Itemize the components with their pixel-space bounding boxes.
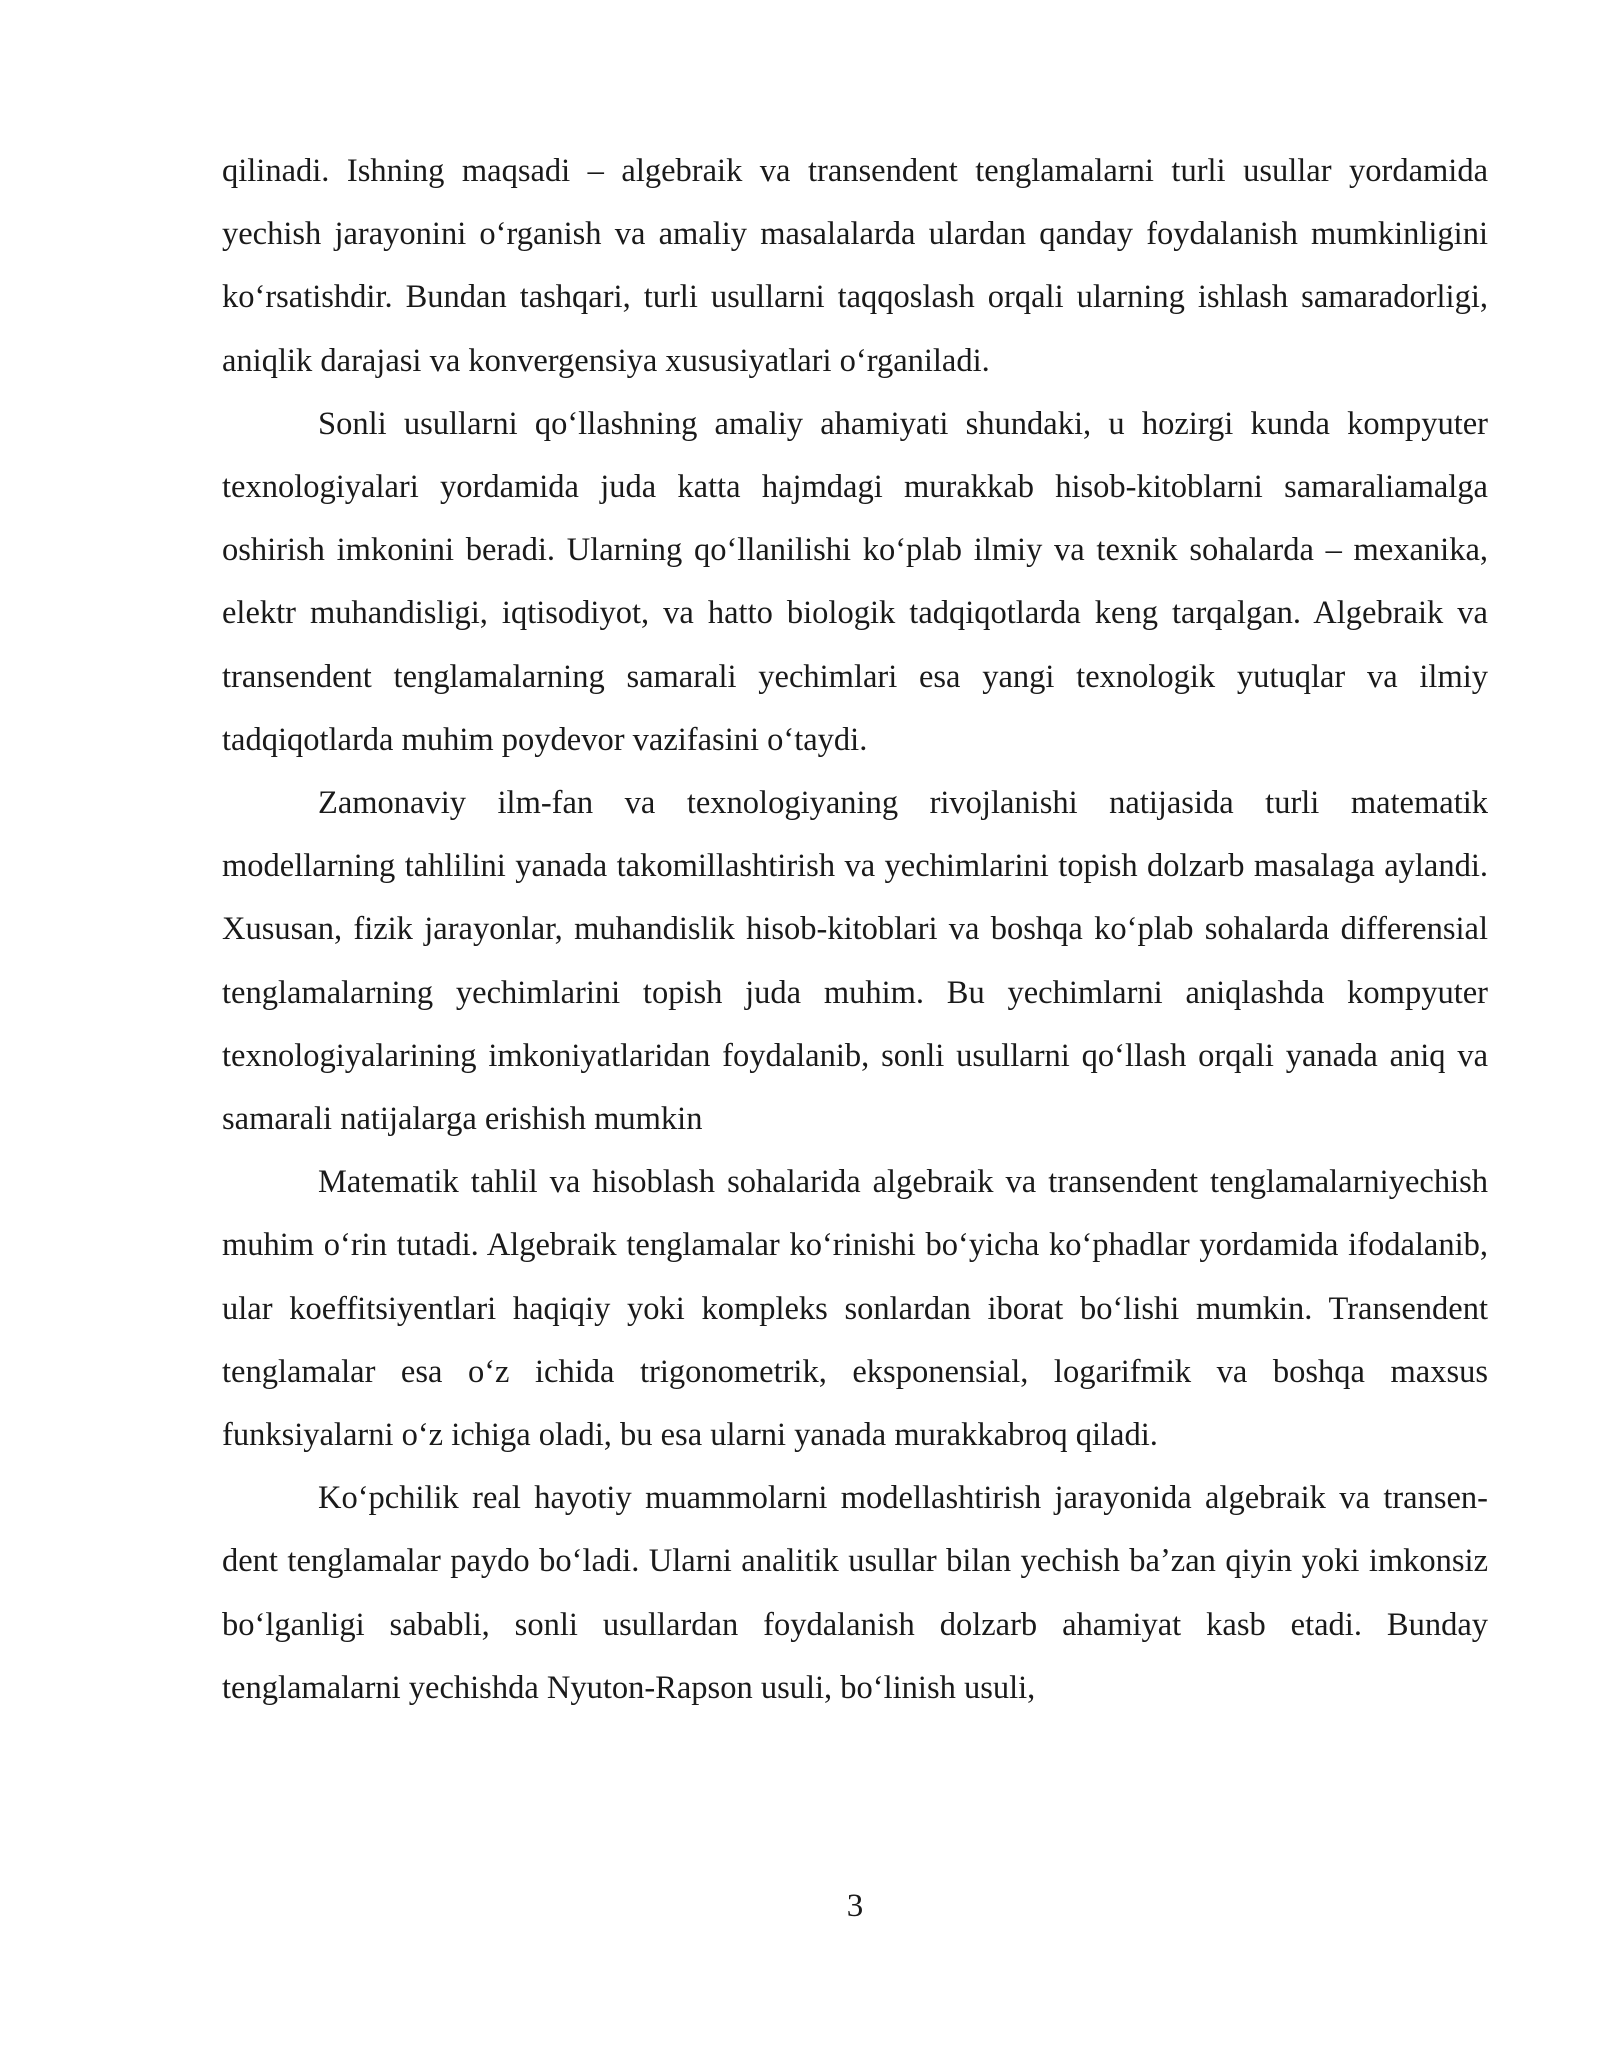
- paragraph: Matematik tahlil va hisoblash sohalarida algebraik va transendent tenglamalarniyechish muhim oʻrin tutadi. Algebraik tenglamalar koʻrinishi boʻyicha koʻphadlar yordamida ifodalanib, ular koeffitsiyentlari haqiqiy yoki kompleks sonlardan iborat boʻlishi mumkin. Transendent tenglamalar esa oʻz ichida trigonometrik, eksponensial, logarifmik va boshqa maxsus funksiyalarni oʻz ichiga oladi, bu esa ularni yanada murakkabroq qiladi.: [222, 1164, 1488, 1454]
- paragraph: Sonli usullarni qoʻllashning amaliy ahamiyati shundaki, u hozirgi kunda kompyuter texnologiyalari yordamida juda katta hajmdagi murakkab hisob-kitoblarni samaraliamalga oshirish imkonini beradi. Ularning qoʻllanilishi koʻplab ilmiy va texnik sohalarda – mexanika, elektr muhandisligi, iqtisodiyot, va hatto biologik tadqiqotlarda keng tarqalgan. Algebraik va transendent tenglamalarning samarali yechimlari esa yangi texnologik yutuqlar va ilmiy tadqiqotlarda muhim poydevor vazifasini oʻtaydi.: [222, 405, 1488, 758]
- paragraph-continued: qilinadi. Ishning maqsadi – algebraik va transendent tenglamalarni turli usullar yordamida yechish jarayonini oʻrganish va amaliy masalalarda ulardan qanday foydalanish mumkinligini koʻrsatishdir. Bundan tashqari, turli usullarni taqqoslash orqali ularning ishlash samaradorligi, aniqlik darajasi va konvergensiya xususiyatlari oʻrganiladi.: [222, 153, 1488, 379]
- page-body-text: [222, 140, 1488, 1720]
- paragraph-last: Koʻpchilik real hayotiy muammolarni modellashtirish jarayonida algebraik va transen-dent tenglamalar paydo boʻladi. Ularni analitik usullar bilan yechish baʼzan qiyin yoki imkonsiz boʻlganligi sababli, sonli usullardan foydalanish dolzarb ahamiyat kasb etadi. Bunday tenglamalarni yechishda Nyuton-Rapson usuli, boʻlinish usuli,: [222, 1480, 1488, 1706]
- page-number: 3: [846, 1888, 864, 1924]
- paragraph: Zamonaviy ilm-fan va texnologiyaning rivojlanishi natijasida turli matematik modellarning tahlilini yanada takomillashtirish va yechimlarini topish dolzarb masalaga aylandi. Xususan, fizik jarayonlar, muhandislik hisob-kitoblari va boshqa koʻplab sohalarda differensial tenglamalarning yechimlarini topish juda muhim. Bu yechimlarni aniqlashda kompyuter texnologiyalarining imkoniyatlaridan foydalanib, sonli usullarni qoʻllash orqali yanada aniq va samarali natijalarga erishish mumkin: [222, 785, 1488, 1138]
